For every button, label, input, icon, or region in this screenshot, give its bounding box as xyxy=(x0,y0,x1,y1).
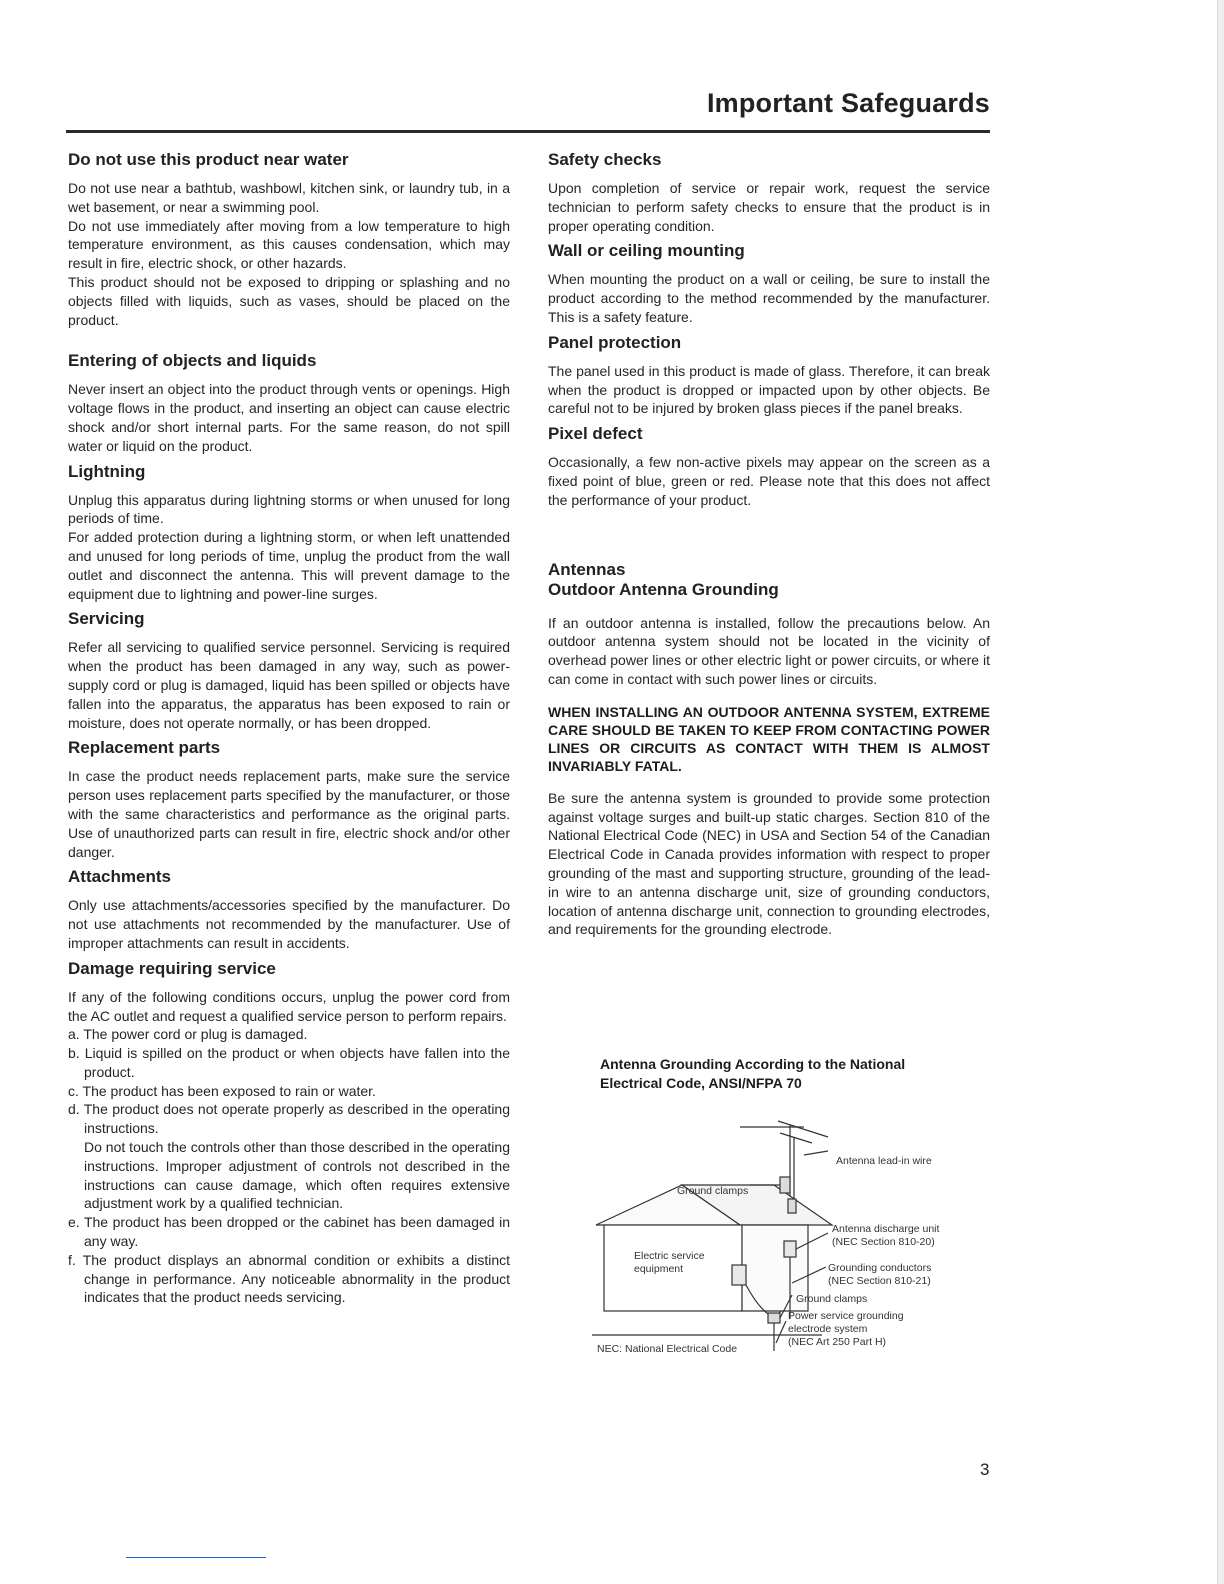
section-heading: Panel protection xyxy=(548,332,682,352)
section-attachments xyxy=(68,867,510,952)
label-grounding-conductors xyxy=(828,1262,931,1288)
label-ground-clamps-bottom: Ground clamps xyxy=(796,1293,868,1305)
page-title: Important Safeguards xyxy=(706,88,990,118)
antenna-grounding-figure xyxy=(582,1055,982,1375)
list-item: a. The power cord or plug is damaged. xyxy=(68,1026,308,1043)
list-item: d. The product does not operate properly as described in the operating instructions. xyxy=(68,1101,510,1137)
list-item: f. The product displays an abnormal condition or exhibits a distinct change in performance. Any noticeable abnormality in the product indicates that the product needs servicing. xyxy=(68,1251,510,1306)
list-item: b. Liquid is spilled on the product or when objects have fallen into the product. xyxy=(68,1045,510,1080)
paragraph: Be sure the antenna system is grounded to provide some protection against voltage surges and built-up static charges. Section 810 of the National Electrical Code (NEC) in USA and Section 54 of the Canadian Electrical Code in Canada provides information with respect to proper grounding of the mast and supporting structure, grounding of the lead-in wire to an antenna discharge unit, size of grounding conductors, location of antenna discharge unit, connection to grounding electrodes, and requirements for the grounding electrode. xyxy=(548,789,990,938)
section-heading: Replacement parts xyxy=(68,738,221,758)
paragraph: When mounting the product on a wall or ceiling, be sure to install the product according to the method recommended by the manufacturer. This is a safety feature. xyxy=(548,271,990,325)
footer-rule xyxy=(126,1557,266,1558)
section-servicing xyxy=(68,609,510,732)
section-heading: Entering of objects and liquids xyxy=(68,351,317,371)
label-line: electrode system xyxy=(788,1323,868,1335)
section-panel xyxy=(548,333,990,418)
right-column xyxy=(548,150,990,949)
section-heading: Safety checks xyxy=(548,150,662,169)
section-heading: Wall or ceiling mounting xyxy=(548,241,745,261)
damage-list-continued xyxy=(68,1213,510,1307)
label-line: Power service grounding xyxy=(788,1310,904,1322)
list-item-note: Do not touch the controls other than those described in the operating instructions. Improper adjustment of controls not described in the instructions can cause damage, which often requires extensive adjustment work by a qualified technician. xyxy=(84,1139,510,1212)
discharge-unit xyxy=(784,1241,796,1257)
paragraph: Do not use near a bathtub, washbowl, kitchen sink, or laundry tub, in a wet basement, or near a swimming pool. xyxy=(68,180,510,215)
section-replacement xyxy=(68,738,510,861)
ground-clamp-top xyxy=(788,1199,796,1213)
ground-clamp-bottom xyxy=(768,1313,780,1323)
section-heading: Damage requiring service xyxy=(68,958,276,978)
section-damage xyxy=(68,959,510,1308)
paragraph: Refer all servicing to qualified service personnel. Servicing is required when the product has been damaged in any way, such as power-supply cord or plug is damaged, liquid has been spilled or objects have fallen into the apparatus, the apparatus has been exposed to rain or moisture, does not operate normally, or has been dropped. xyxy=(68,639,510,731)
list-item: c. The product has been exposed to rain or water. xyxy=(68,1082,376,1099)
paragraph: In case the product needs replacement parts, make sure the service person uses replacement parts specified by the manufacturer, or those with the same characteristics and performance as the original parts. Use of unauthorized parts can result in fire, electric shock and/or other danger. xyxy=(68,768,510,860)
label-ground-clamps-top: Ground clamps xyxy=(677,1185,749,1197)
damage-list xyxy=(68,1025,510,1138)
label-line: Antenna discharge unit xyxy=(832,1223,940,1235)
section-safety xyxy=(548,150,990,235)
ground-clamp-top xyxy=(780,1177,790,1193)
service-equipment xyxy=(732,1265,746,1285)
paragraph: For added protection during a lightning storm, or when left unattended and unused for long periods of time, unplug the product from the wall outlet and disconnect the antenna. This will prevent damage to the equipment due to lightning and power-line surges. xyxy=(68,529,510,602)
label-line: Grounding conductors xyxy=(828,1262,932,1274)
label-discharge-unit xyxy=(832,1223,939,1249)
section-objects xyxy=(68,351,510,455)
section-wall xyxy=(548,241,990,326)
section-heading: Pixel defect xyxy=(548,424,643,444)
label-lead-in: Antenna lead-in wire xyxy=(836,1155,932,1167)
label-line: (NEC Art 250 Part H) xyxy=(788,1336,887,1348)
title-rule xyxy=(66,130,990,133)
paragraph: Unplug this apparatus during lightning storms or when unused for long periods of time. xyxy=(68,491,510,527)
paragraph: If an outdoor antenna is installed, follow the precautions below. An outdoor antenna system should not be located in the vicinity of overhead power lines or other electric light or power circuits, or where it can come in contact with such power lines or circuits. xyxy=(548,614,990,687)
antenna-element xyxy=(780,1133,812,1143)
section-heading: Attachments xyxy=(68,867,171,887)
section-heading: Do not use this product near water xyxy=(68,150,349,169)
section-heading: Servicing xyxy=(68,609,145,629)
page-edge xyxy=(1217,0,1224,1584)
section-heading: Lightning xyxy=(68,461,146,481)
label-line: equipment xyxy=(634,1263,684,1275)
left-column xyxy=(68,150,510,1317)
warning-text: WHEN INSTALLING AN OUTDOOR ANTENNA SYSTEM, EXTREME CARE SHOULD BE TAKEN TO KEEP FROM CONTACTING POWER LINES OR CIRCUITS AS CONTACT WITH THEM IS ALMOST INVARIABLY FATAL. xyxy=(548,703,990,774)
pointer-line xyxy=(804,1151,828,1155)
page-number: 3 xyxy=(980,1460,990,1479)
paragraph: Only use attachments/accessories specified by the manufacturer. Do not use attachments not recommended by the manufacturer. Use of improper attachments can result in accidents. xyxy=(68,897,510,951)
paragraph: Do not use immediately after moving from a low temperature to high temperature environment, as this causes condensation, which may result in fire, electric shock, or other hazards. xyxy=(68,217,510,272)
label-service-equipment xyxy=(634,1250,705,1276)
label-line: Electric service xyxy=(634,1250,705,1262)
paragraph: This product should not be exposed to dripping or splashing and no objects filled with liquids, such as vases, should be placed on the product. xyxy=(68,273,510,328)
section-pixel xyxy=(548,424,990,509)
section-heading: Antennas xyxy=(548,559,626,579)
section-lightning xyxy=(68,462,510,604)
paragraph: Upon completion of service or repair work, request the service technician to perform safety checks to ensure that the product is in proper operating condition. xyxy=(548,180,990,234)
pointer-line xyxy=(776,1321,786,1343)
paragraph: Never insert an object into the product through vents or openings. High voltage flows in the product, and inserting an object can cause electric shock and/or short internal parts. For the same reason, do not spill water or liquid on the product. xyxy=(68,381,510,454)
section-water xyxy=(68,150,510,329)
label-nec: NEC: National Electrical Code xyxy=(597,1343,738,1355)
section-subheading: Outdoor Antenna Grounding xyxy=(548,579,779,599)
list-item: e. The product has been dropped or the cabinet has been damaged in any way. xyxy=(68,1214,510,1250)
paragraph: If any of the following conditions occurs, unplug the power cord from the AC outlet and request a qualified service person to perform repairs. xyxy=(68,988,510,1024)
section-antennas xyxy=(548,560,990,940)
paragraph: Occasionally, a few non-active pixels may appear on the screen as a fixed point of blue, green or red. Please note that this does not affect the performance of your product. xyxy=(548,454,990,508)
figure-title: Antenna Grounding According to the National Electrical Code, ANSI/NFPA 70 xyxy=(600,1056,906,1091)
label-electrode-system xyxy=(788,1310,904,1349)
label-line: (NEC Section 810-21) xyxy=(828,1275,931,1287)
paragraph: The panel used in this product is made of glass. Therefore, it can break when the product is dropped or impacted upon by other objects. Be careful not to be injured by broken glass pieces if the panel breaks. xyxy=(548,362,990,417)
label-line: (NEC Section 810-20) xyxy=(832,1236,935,1248)
